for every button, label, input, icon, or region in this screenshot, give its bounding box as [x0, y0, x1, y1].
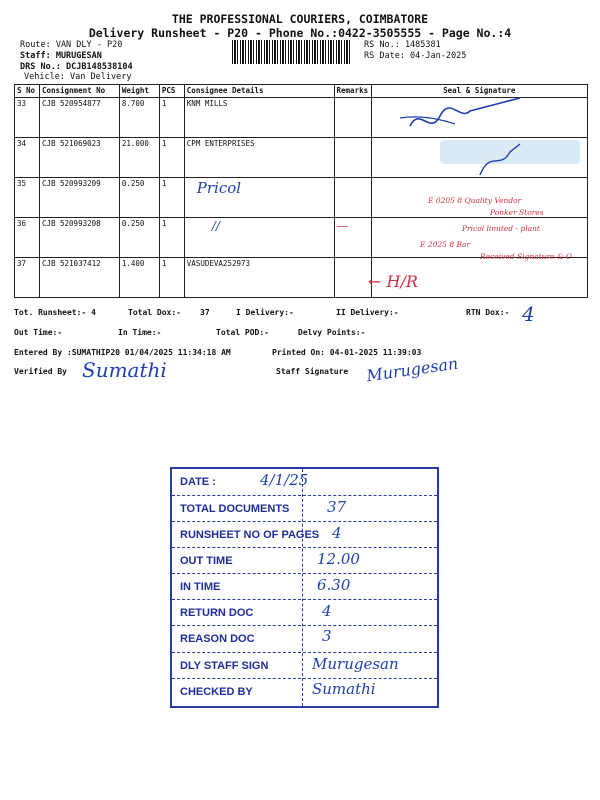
- cell-weight: 8.700: [119, 98, 159, 138]
- cell-weight: 0.250: [119, 178, 159, 218]
- barcode-image: [232, 40, 352, 64]
- stamp-label-pages: RUNSHEET NO OF PAGES: [180, 529, 320, 541]
- company-title: THE PROFESSIONAL COURIERS, COIMBATORE: [171, 12, 429, 26]
- entered-by: Entered By :SUMATHIP20 01/04/2025 11:34:18 AM: [14, 348, 231, 357]
- cell-consignment: CJB 520954877: [39, 98, 119, 138]
- stamp-label-total-docs: TOTAL DOCUMENTS: [180, 503, 290, 515]
- stamp-text-35b: Ponker Stores: [490, 208, 544, 217]
- cell-weight: 1.400: [119, 258, 159, 298]
- cell-pcs: 1: [159, 138, 184, 178]
- cell-consignee: KNM MILLS: [184, 98, 334, 138]
- cell-consignment: CJB 520993208: [39, 218, 119, 258]
- cell-consignment: CJB 520993209: [39, 178, 119, 218]
- stamp-label-out-time: OUT TIME: [180, 555, 233, 567]
- stamp-value-out-time: 12.00: [317, 550, 360, 568]
- staff-label: Staff: MURUGESAN: [20, 51, 102, 61]
- cell-pcs: 1: [159, 218, 184, 258]
- stamp-rule: [172, 678, 437, 679]
- col-sno: S No: [15, 85, 40, 98]
- stamp-label-staff-sign: DLY STAFF SIGN: [180, 660, 269, 672]
- stamp-value-date: 4/1/25: [260, 471, 309, 489]
- out-time: Out Time:-: [14, 328, 63, 337]
- stamp-rule: [172, 495, 437, 496]
- handwritten-ditto: //: [211, 219, 220, 233]
- stamp-value-in-time: 6.30: [317, 576, 351, 594]
- rs-number: RS No.: 1485381: [364, 40, 441, 50]
- total-pod: Total POD:-: [216, 328, 269, 337]
- cell-consignee: [184, 218, 334, 258]
- stamp-rule: [172, 547, 437, 548]
- remark-hr: ← H/R: [368, 272, 418, 291]
- stamp-rule: [172, 521, 437, 522]
- stamp-label-return-doc: RETURN DOC: [180, 607, 254, 619]
- stamp-text-36c: E 2025 8 Bar: [420, 240, 471, 249]
- col-weight: Weight: [119, 85, 159, 98]
- cell-weight: 0.250: [119, 218, 159, 258]
- stamp-value-pages: 4: [332, 524, 342, 542]
- cell-sno: 35: [15, 178, 40, 218]
- total-dox-label: Total Dox:-: [128, 308, 181, 317]
- cell-consignee: CPM ENTERPRISES: [184, 138, 334, 178]
- cell-pcs: 1: [159, 178, 184, 218]
- cell-sno: 33: [15, 98, 40, 138]
- delivery-stamp-box: [170, 467, 439, 708]
- stamp-label-date: DATE :: [180, 476, 216, 488]
- stamp-label-checked-by: CHECKED BY: [180, 686, 253, 698]
- cell-remarks: [334, 98, 371, 138]
- cell-consignment: CJB 521037412: [39, 258, 119, 298]
- table-row: [15, 258, 588, 298]
- stamp-rule: [172, 599, 437, 600]
- stamp-rule: [172, 625, 437, 626]
- signature-scribble-34: [470, 140, 530, 180]
- vehicle-label: Vehicle: Van Delivery: [24, 72, 132, 82]
- stamp-value-total-docs: 37: [327, 498, 347, 516]
- stamp-rule: [172, 573, 437, 574]
- cell-pcs: 1: [159, 258, 184, 298]
- stamp-divider: [302, 469, 304, 706]
- col-consignment: Consignment No: [39, 85, 119, 98]
- runsheet-subtitle: Delivery Runsheet - P20 - Phone No.:0422-3505555 - Page No.:4: [88, 26, 512, 40]
- stamp-text-36a: Pricol limited - plant: [462, 224, 540, 233]
- cell-remarks: [334, 258, 371, 298]
- rtn-dox-hand: 4: [522, 302, 535, 326]
- cell-pcs: 1: [159, 98, 184, 138]
- signature-scribble-33: [370, 96, 590, 138]
- col-consignee: Consignee Details: [184, 85, 334, 98]
- tot-runsheet: Tot. Runsheet:- 4: [14, 308, 96, 317]
- cell-sno: 34: [15, 138, 40, 178]
- printed-on: Printed On: 04-01-2025 11:39:03: [272, 348, 422, 357]
- remark-mark: —: [336, 219, 349, 233]
- col-seal: Seal & Signature: [371, 85, 588, 98]
- stamp-label-reason-doc: REASON DOC: [180, 633, 255, 645]
- cell-sno: 36: [15, 218, 40, 258]
- rtn-dox: RTN Dox:-: [466, 308, 510, 317]
- route-label: Route: VAN DLY - P20: [20, 40, 123, 50]
- cell-sno: 37: [15, 258, 40, 298]
- stamp-text-35a: E 0205 8 Quality Vendor: [428, 196, 522, 205]
- cell-consignee: VASUDEVA252973: [184, 258, 334, 298]
- total-dox-value: 37: [200, 308, 210, 317]
- col-pcs: PCS: [159, 85, 184, 98]
- cell-consignment: CJB 521069023: [39, 138, 119, 178]
- staff-signature-label: Staff Signature: [276, 367, 349, 376]
- ii-delivery: II Delivery:-: [336, 308, 399, 317]
- verified-by-label: Verified By: [14, 367, 67, 376]
- handwritten-consignee: Pricol: [196, 179, 242, 197]
- stamp-label-in-time: IN TIME: [180, 581, 221, 593]
- stamp-value-checked-by: Sumathi: [312, 680, 376, 698]
- cell-weight: 21.000: [119, 138, 159, 178]
- verified-signature: Sumathi: [82, 358, 167, 382]
- cell-remarks: [334, 138, 371, 178]
- rs-date: RS Date: 04-Jan-2025: [364, 51, 467, 61]
- stamp-value-return-doc: 4: [322, 602, 332, 620]
- delvy-points: Delvy Points:-: [298, 328, 366, 337]
- stamp-rule: [172, 652, 437, 653]
- stamp-value-staff-sign: Murugesan: [312, 655, 399, 673]
- staff-signature: Murugesan: [365, 353, 460, 386]
- cell-remarks: [334, 218, 371, 258]
- stamp-value-reason-doc: 3: [322, 627, 332, 645]
- cell-consignee: [184, 178, 334, 218]
- col-remarks: Remarks: [334, 85, 371, 98]
- in-time: In Time:-: [118, 328, 162, 337]
- i-delivery: I Delivery:-: [236, 308, 294, 317]
- stamp-text-36b: Received Signature & O: [480, 252, 573, 261]
- drs-label: DRS No.: DCJB148538104: [20, 62, 133, 72]
- cell-remarks: [334, 178, 371, 218]
